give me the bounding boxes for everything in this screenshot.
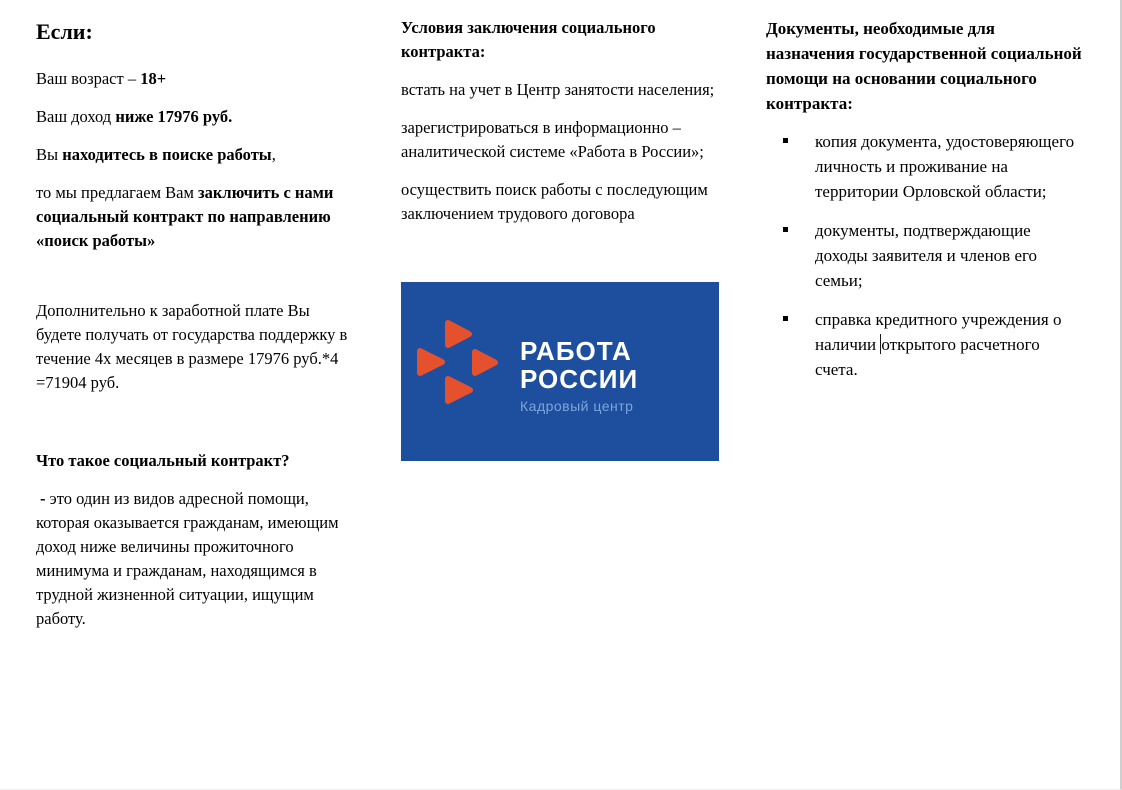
middle-column-heading: Условия заключения социального контракта: xyxy=(401,18,656,61)
question-heading: Что такое социальный контракт? xyxy=(36,451,290,470)
bullet-square-icon xyxy=(783,227,788,232)
paragraph-age-normal: Ваш возраст – xyxy=(36,69,141,88)
paragraph-offer-normal: то мы предлагаем Вам xyxy=(36,183,199,202)
paragraph-job-search xyxy=(36,143,358,167)
documents-list xyxy=(766,129,1082,382)
list-item-text-before-cursor: справка кредитного учреждения о наличии xyxy=(815,310,1062,354)
paragraph-offer xyxy=(36,181,358,253)
condition-item-1: встать на учет в Центр занятости населения; xyxy=(401,80,715,99)
bullet-square-icon xyxy=(783,138,788,143)
list-item-text-after-cursor: открытого расчетного счета. xyxy=(815,335,1040,379)
rabota-rossii-logo xyxy=(401,282,719,461)
paragraph-support: Дополнительно к заработной плате Вы будете получать от государства поддержку в течение 4х месяцев в размере 17976 руб.*4 =71904 руб. xyxy=(36,301,348,392)
paragraph-income xyxy=(36,105,358,129)
right-column-heading: Документы, необходимые для назначения государственной социальной помощи на основании социального контракта: xyxy=(766,19,1082,113)
paragraph-job-search-pre: Вы xyxy=(36,145,63,164)
left-column xyxy=(36,0,358,645)
logo-text-block xyxy=(520,337,638,414)
paragraph-definition-text: это один из видов адресной помощи, которая оказывается гражданам, имеющим доход ниже величины прожиточного минимума и гражданам, находящимся в трудной жизненной ситуации, ищущим работу. xyxy=(36,489,339,628)
paragraph-age xyxy=(36,67,358,91)
paragraph-age-bold: 18+ xyxy=(140,69,167,88)
logo-subtitle: Кадровый центр xyxy=(520,398,634,414)
paragraph-job-search-post: , xyxy=(271,145,276,164)
paragraph-job-search-bold: находитесь в поиске работы xyxy=(62,145,272,164)
condition-item-3: осуществить поиск работы с последующим заключением трудового договора xyxy=(401,180,708,223)
logo-triangles-icon xyxy=(417,319,499,405)
condition-item-2: зарегистрироваться в информационно – аналитической системе «Работа в России»; xyxy=(401,118,704,161)
list-item-text: документы, подтверждающие доходы заявителя и членов его семьи; xyxy=(815,221,1038,290)
paragraph-income-bold: ниже 17976 руб. xyxy=(115,107,233,126)
list-item xyxy=(766,129,1082,204)
paragraph-definition-dash: - xyxy=(40,489,50,508)
right-column xyxy=(766,0,1082,396)
paragraph-offer-bold: заключить с нами социальный контракт по направлению «поиск работы» xyxy=(36,183,334,250)
list-item xyxy=(766,218,1082,293)
list-item xyxy=(766,307,1082,382)
bullet-square-icon xyxy=(783,316,788,321)
middle-column xyxy=(401,0,719,461)
logo-title-line2: РОССИИ xyxy=(520,364,639,394)
left-column-heading: Если: xyxy=(36,19,93,44)
logo-title-line1: РАБОТА xyxy=(520,336,632,366)
paragraph-definition xyxy=(36,487,358,631)
paragraph-income-normal: Ваш доход xyxy=(36,107,116,126)
list-item-text: копия документа, удостоверяющего личность и проживание на территории Орловской области; xyxy=(815,132,1075,201)
